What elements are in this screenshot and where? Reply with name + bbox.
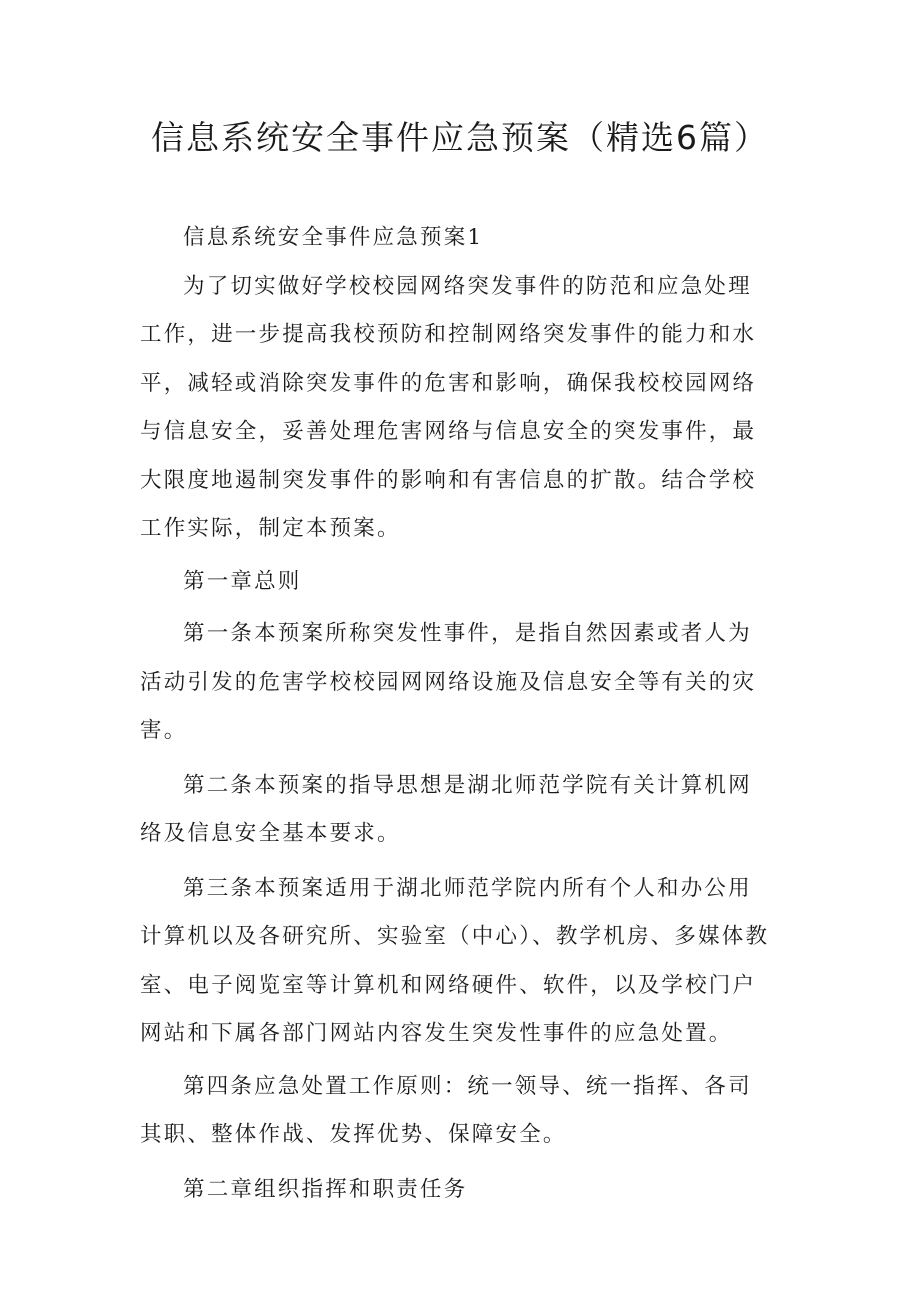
chapter-heading: 第二章组织指挥和职责任务 [183,1176,468,1202]
document-title: 信息系统安全事件应急预案（精选6篇） [151,118,769,157]
paragraph: 为了切实做好学校校园网络突发事件的防范和应急处理工作，进一步提高我校预防和控制网络突发事件的能力和水平，减轻或消除突发事件的危害和影响，确保我校校园网络与信息安全，妥善处理危害网络与信息安全的突发事件，最大限度地遏制突发事件的影响和有害信息的扩散。结合学校工作实际，制定本预案。 [140,273,757,541]
section-heading: 信息系统安全事件应急预案1 [183,225,484,250]
document-body [140,214,770,1214]
chapter-heading: 第一章总则 [183,568,302,594]
paragraph: 第四条应急处置工作原则：统一领导、统一指挥、各司其职、整体作战、发挥优势、保障安全。 [140,1073,752,1147]
paragraph: 第一条本预案所称突发性事件，是指自然因素或者人为活动引发的危害学校校园网网络设施及信息安全等有关的灾害。 [140,621,757,743]
paragraph: 第二条本预案的指导思想是湖北师范学院有关计算机网络及信息安全基本要求。 [140,772,752,846]
paragraph: 第三条本预案适用于湖北师范学院内所有个人和办公用计算机以及各研究所、实验室（中心）、教学机房、多媒体教室、电子阅览室等计算机和网络硬件、软件，以及学校门户网站和下属各部门网站内容发生突发性事件的应急处置。 [140,875,770,1046]
